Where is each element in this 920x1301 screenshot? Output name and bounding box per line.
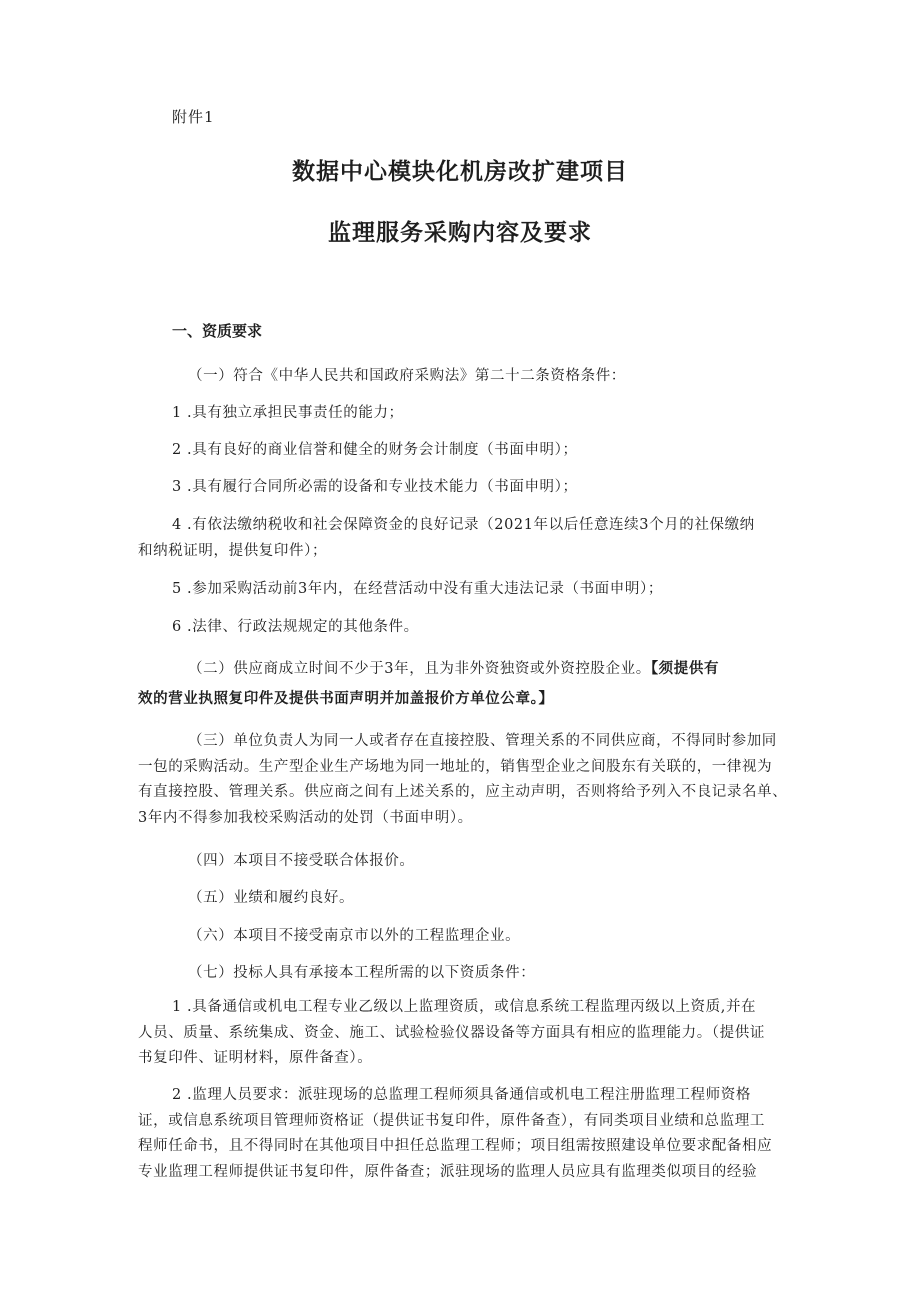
item-7-2-line: 证，或信息系统项目管理师资格证（提供证书复印件，原件备查），有同类项目业绩和总监理工 (138, 1112, 765, 1129)
list-item-3: 3 .具有履行合同所必需的设备和专业技术能力（书面申明）； (172, 479, 578, 495)
item-2-text: （二）供应商成立时间不少于3年，且为非外资独资或外资控股企业。 (188, 661, 651, 677)
item-7-1-line: 1 .具备通信或机电工程专业乙级以上监理资质，或信息系统工程监理丙级以上资质,并在 (172, 999, 757, 1015)
item-4: （四）本项目不接受联合体报价。 (188, 853, 415, 869)
item-3-line: 一包的采购活动。生产型企业生产场地为同一地址的，销售型企业之间股东有关联的，一律视为 (138, 758, 773, 775)
item-3-line: （三）单位负责人为同一人或者存在直接控股、管理关系的不同供应商，不得同时参加同 (188, 733, 777, 749)
list-item-1: 1 .具有独立承担民事责任的能力； (172, 405, 404, 421)
item-7-2-line: 2 .监理人员要求：派驻现场的总监理工程师须具备通信或机电工程注册监理工程师资格 (172, 1087, 751, 1103)
list-item-4: 4 .有依法缴纳税收和社会保障资金的良好记录（2021年以后任意连续3个月的社保缴纳 (172, 517, 755, 533)
item-7: （七）投标人具有承接本工程所需的以下资质条件： (188, 965, 536, 981)
item-7-1-paragraph (138, 995, 788, 1072)
section-heading-qualification: 一、资质要求 (172, 322, 263, 340)
list-item-2: 2 .具有良好的商业信誉和健全的财务会计制度（书面申明）； (172, 442, 578, 458)
item-5: （五）业绩和履约良好。 (188, 890, 355, 906)
item-3-line: 3年内不得参加我校采购活动的处罚（书面申明）。 (138, 809, 473, 826)
item-3-line: 有直接控股、管理关系。供应商之间有上述关系的，应主动声明，否则将给予列入不良记录名单、 (138, 784, 788, 800)
list-item-6: 6 .法律、行政法规规定的其他条件。 (172, 619, 419, 635)
item-7-1-line: 书复印件、证明材料，原件备查）。 (138, 1050, 373, 1066)
item-7-2-line: 专业监理工程师提供证书复印件，原件备查；派驻现场的监理人员应具有监理类似项目的经验 (138, 1163, 758, 1180)
item-3-paragraph (138, 729, 788, 831)
item-1-intro: （一）符合《中华人民共和国政府采购法》第二十二条资格条件： (188, 368, 626, 384)
item-7-2-paragraph (138, 1083, 788, 1185)
item-2-bold-start: 【须提供有 (650, 661, 720, 677)
list-item-5: 5 .参加采购活动前3年内，在经营活动中没有重大违法记录（书面申明）； (172, 581, 663, 597)
document-title-line-1: 数据中心模块化机房改扩建项目 (292, 159, 628, 185)
item-7-1-line: 人员、质量、系统集成、资金、施工、试验检验仪器设备等方面具有相应的监理能力。（提供证 (138, 1024, 765, 1041)
item-6: （六）本项目不接受南京市以外的工程监理企业。 (188, 928, 521, 944)
item-7-2-line: 程师任命书，且不得同时在其他项目中担任总监理工程师；项目组需按照建设单位要求配备相应 (138, 1138, 773, 1154)
item-2-bold-cont: 效的营业执照复印件及提供书面声明并加盖报价方单位公章。】 (138, 691, 554, 707)
document-title-line-2: 监理服务采购内容及要求 (328, 220, 592, 246)
list-item-4-cont: 和纳税证明，提供复印件）； (138, 543, 328, 559)
item-2 (188, 657, 719, 678)
attachment-label: 附件1 (172, 108, 215, 126)
